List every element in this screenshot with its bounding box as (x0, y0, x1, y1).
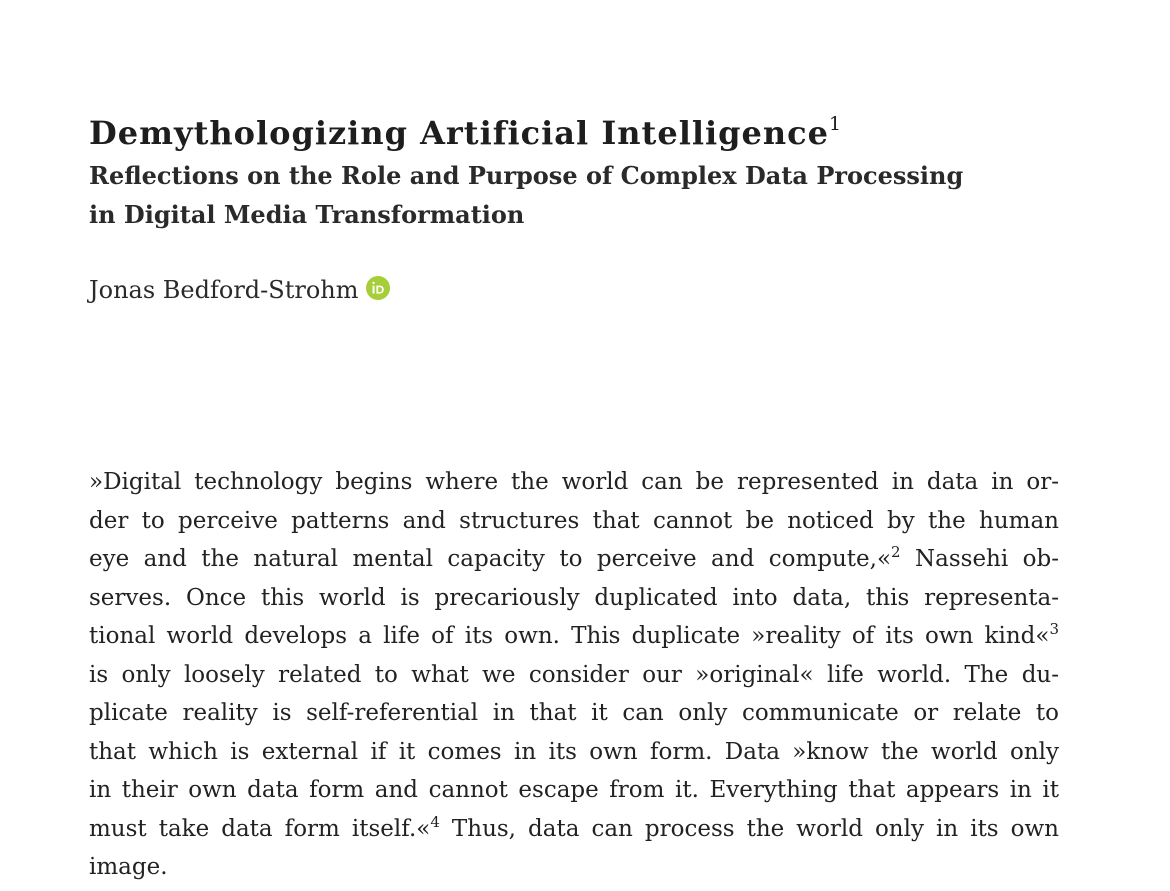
body-line-text: eye and the natural mental capacity to perceive and compute,« (89, 546, 892, 572)
body-line: image. (89, 854, 168, 880)
body-line: is only loosely related to what we consider our »original« life world. The du- (89, 661, 1059, 688)
body-line-text: must take data form itself.« (89, 815, 431, 842)
author-name: Jonas Bedford-Strohm (89, 276, 359, 304)
body-line (89, 540, 1059, 579)
author-line (89, 272, 390, 308)
footnote-marker-2[interactable]: 2 (891, 543, 901, 561)
footnote-marker-4[interactable]: 4 (430, 812, 440, 831)
subtitle-line-2: in Digital Media Transformation (89, 200, 525, 229)
body-line-text: tional world develops a life of its own. This duplicate »reality of its own kind« (89, 623, 1050, 649)
title-footnote-marker[interactable]: 1 (829, 113, 842, 135)
orcid-icon[interactable] (366, 276, 390, 300)
footnote-marker-3[interactable]: 3 (1049, 620, 1059, 638)
body-line: »Digital technology begins where the world can be represented in data in or- (89, 469, 1059, 495)
body-line: in their own data form and cannot escape from it. Everything that appears in it (89, 777, 1059, 803)
paper-title-text: Demythologizing Artificial Intelligence (89, 114, 829, 152)
paper-subtitle (89, 156, 963, 234)
body-line-tail: Nassehi ob- (900, 546, 1059, 572)
paper-title (89, 112, 841, 154)
subtitle-line-1: Reflections on the Role and Purpose of Complex Data Processing (89, 161, 964, 190)
body-line (89, 810, 1059, 849)
body-line: serves. Once this world is precariously duplicated into data, this representa- (89, 584, 1059, 611)
body-line: plicate reality is self-referential in that it can only communicate or relate to (89, 700, 1059, 726)
body-line: der to perceive patterns and structures that cannot be noticed by the human (89, 507, 1059, 534)
body-line (89, 617, 1059, 656)
body-line-tail: Thus, data can process the world only in its own (439, 815, 1059, 842)
body-line: that which is external if it comes in its own form. Data »know the world only (89, 738, 1059, 765)
body-paragraph (89, 463, 1059, 887)
